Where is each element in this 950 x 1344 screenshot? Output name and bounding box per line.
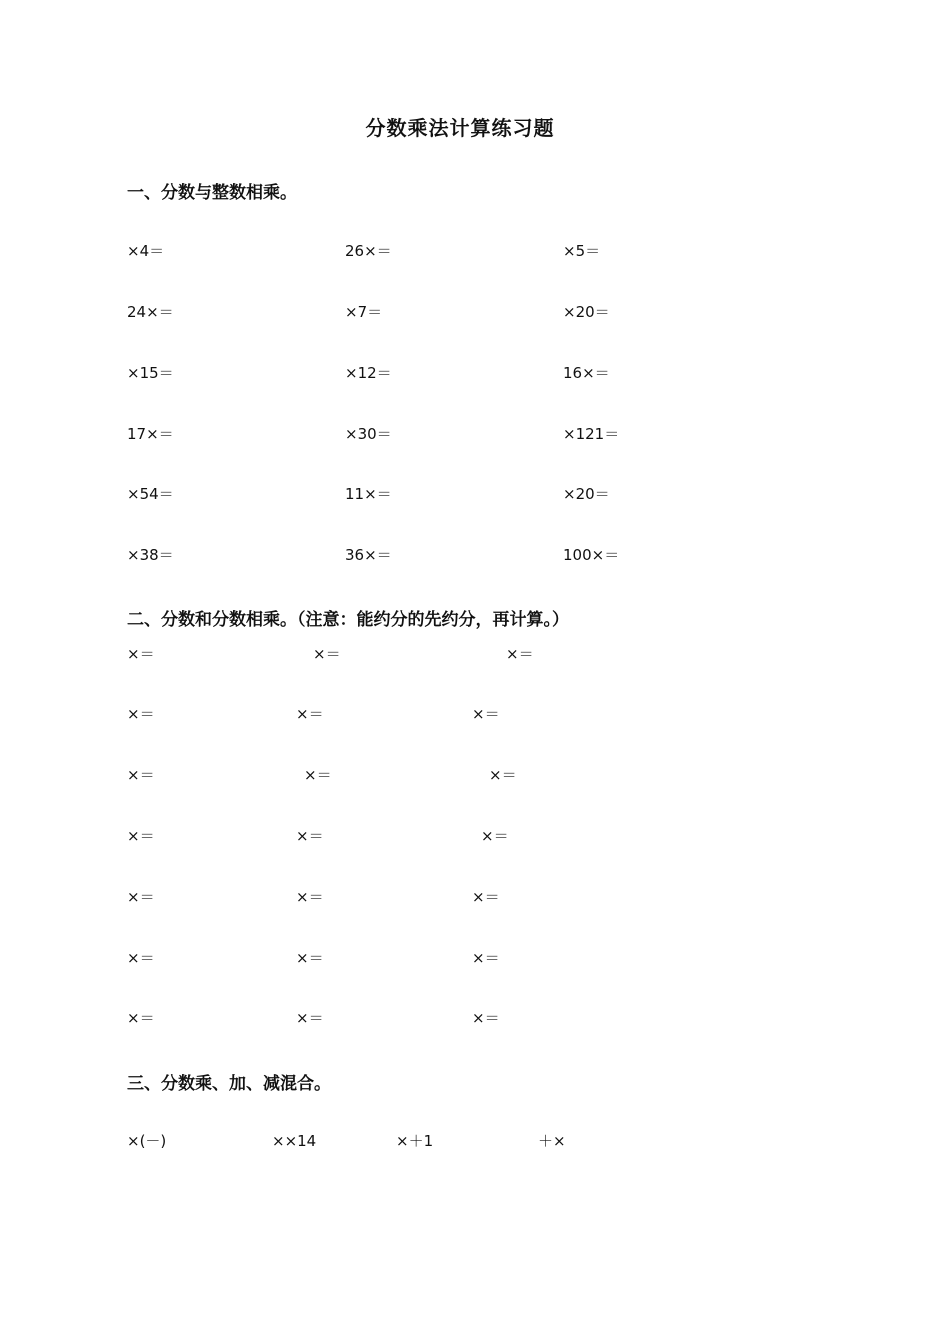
s2-problem-r7c3: ×＝ bbox=[472, 1009, 500, 1027]
s1-problem-r5c3: ×20＝ bbox=[563, 485, 610, 503]
s1-problem-r5c1: ×54＝ bbox=[127, 485, 174, 503]
s2-problem-r3c3: ×＝ bbox=[489, 766, 517, 784]
s2-problem-r3c2: ×＝ bbox=[304, 766, 332, 784]
s1-problem-r4c3: ×121＝ bbox=[563, 425, 620, 443]
s2-problem-r7c1: ×＝ bbox=[127, 1009, 155, 1027]
s1-problem-r6c1: ×38＝ bbox=[127, 546, 174, 564]
s2-problem-r7c2: ×＝ bbox=[296, 1009, 324, 1027]
s2-problem-r3c1: ×＝ bbox=[127, 766, 155, 784]
s1-problem-r2c2: ×7＝ bbox=[345, 303, 383, 321]
s2-problem-r1c3: ×＝ bbox=[506, 645, 534, 663]
s2-problem-r4c1: ×＝ bbox=[127, 827, 155, 845]
s2-problem-r2c2: ×＝ bbox=[296, 705, 324, 723]
s2-problem-r4c3: ×＝ bbox=[481, 827, 509, 845]
s2-problem-r2c1: ×＝ bbox=[127, 705, 155, 723]
s2-problem-r1c1: ×＝ bbox=[127, 645, 155, 663]
s1-problem-r6c3: 100×＝ bbox=[563, 546, 620, 564]
section3-heading: 三、分数乘、加、减混合。 bbox=[127, 1074, 331, 1094]
s1-problem-r5c2: 11×＝ bbox=[345, 485, 392, 503]
s1-problem-r4c2: ×30＝ bbox=[345, 425, 392, 443]
s3-problem-2: ××14 bbox=[272, 1132, 317, 1150]
s1-problem-r6c2: 36×＝ bbox=[345, 546, 392, 564]
s2-problem-r5c2: ×＝ bbox=[296, 888, 324, 906]
s1-problem-r2c3: ×20＝ bbox=[563, 303, 610, 321]
s1-problem-r2c1: 24×＝ bbox=[127, 303, 174, 321]
section2-heading: 二、分数和分数相乘。（注意：能约分的先约分，再计算。） bbox=[127, 610, 569, 630]
s2-problem-r6c3: ×＝ bbox=[472, 949, 500, 967]
s3-problem-1: ×(－) bbox=[127, 1132, 167, 1150]
s3-problem-4: ＋× bbox=[538, 1132, 566, 1150]
s1-problem-r3c1: ×15＝ bbox=[127, 364, 174, 382]
page-title: 分数乘法计算练习题 bbox=[365, 116, 555, 140]
s1-problem-r1c1: ×4＝ bbox=[127, 242, 165, 260]
s2-problem-r5c3: ×＝ bbox=[472, 888, 500, 906]
s2-problem-r5c1: ×＝ bbox=[127, 888, 155, 906]
s1-problem-r3c3: 16×＝ bbox=[563, 364, 610, 382]
s1-problem-r1c2: 26×＝ bbox=[345, 242, 392, 260]
s2-problem-r2c3: ×＝ bbox=[472, 705, 500, 723]
s2-problem-r6c2: ×＝ bbox=[296, 949, 324, 967]
section1-heading: 一、分数与整数相乘。 bbox=[127, 183, 297, 203]
s1-problem-r4c1: 17×＝ bbox=[127, 425, 174, 443]
s1-problem-r1c3: ×5＝ bbox=[563, 242, 601, 260]
s2-problem-r6c1: ×＝ bbox=[127, 949, 155, 967]
s2-problem-r4c2: ×＝ bbox=[296, 827, 324, 845]
s2-problem-r1c2: ×＝ bbox=[313, 645, 341, 663]
s1-problem-r3c2: ×12＝ bbox=[345, 364, 392, 382]
s3-problem-3: ×＋1 bbox=[396, 1132, 434, 1150]
